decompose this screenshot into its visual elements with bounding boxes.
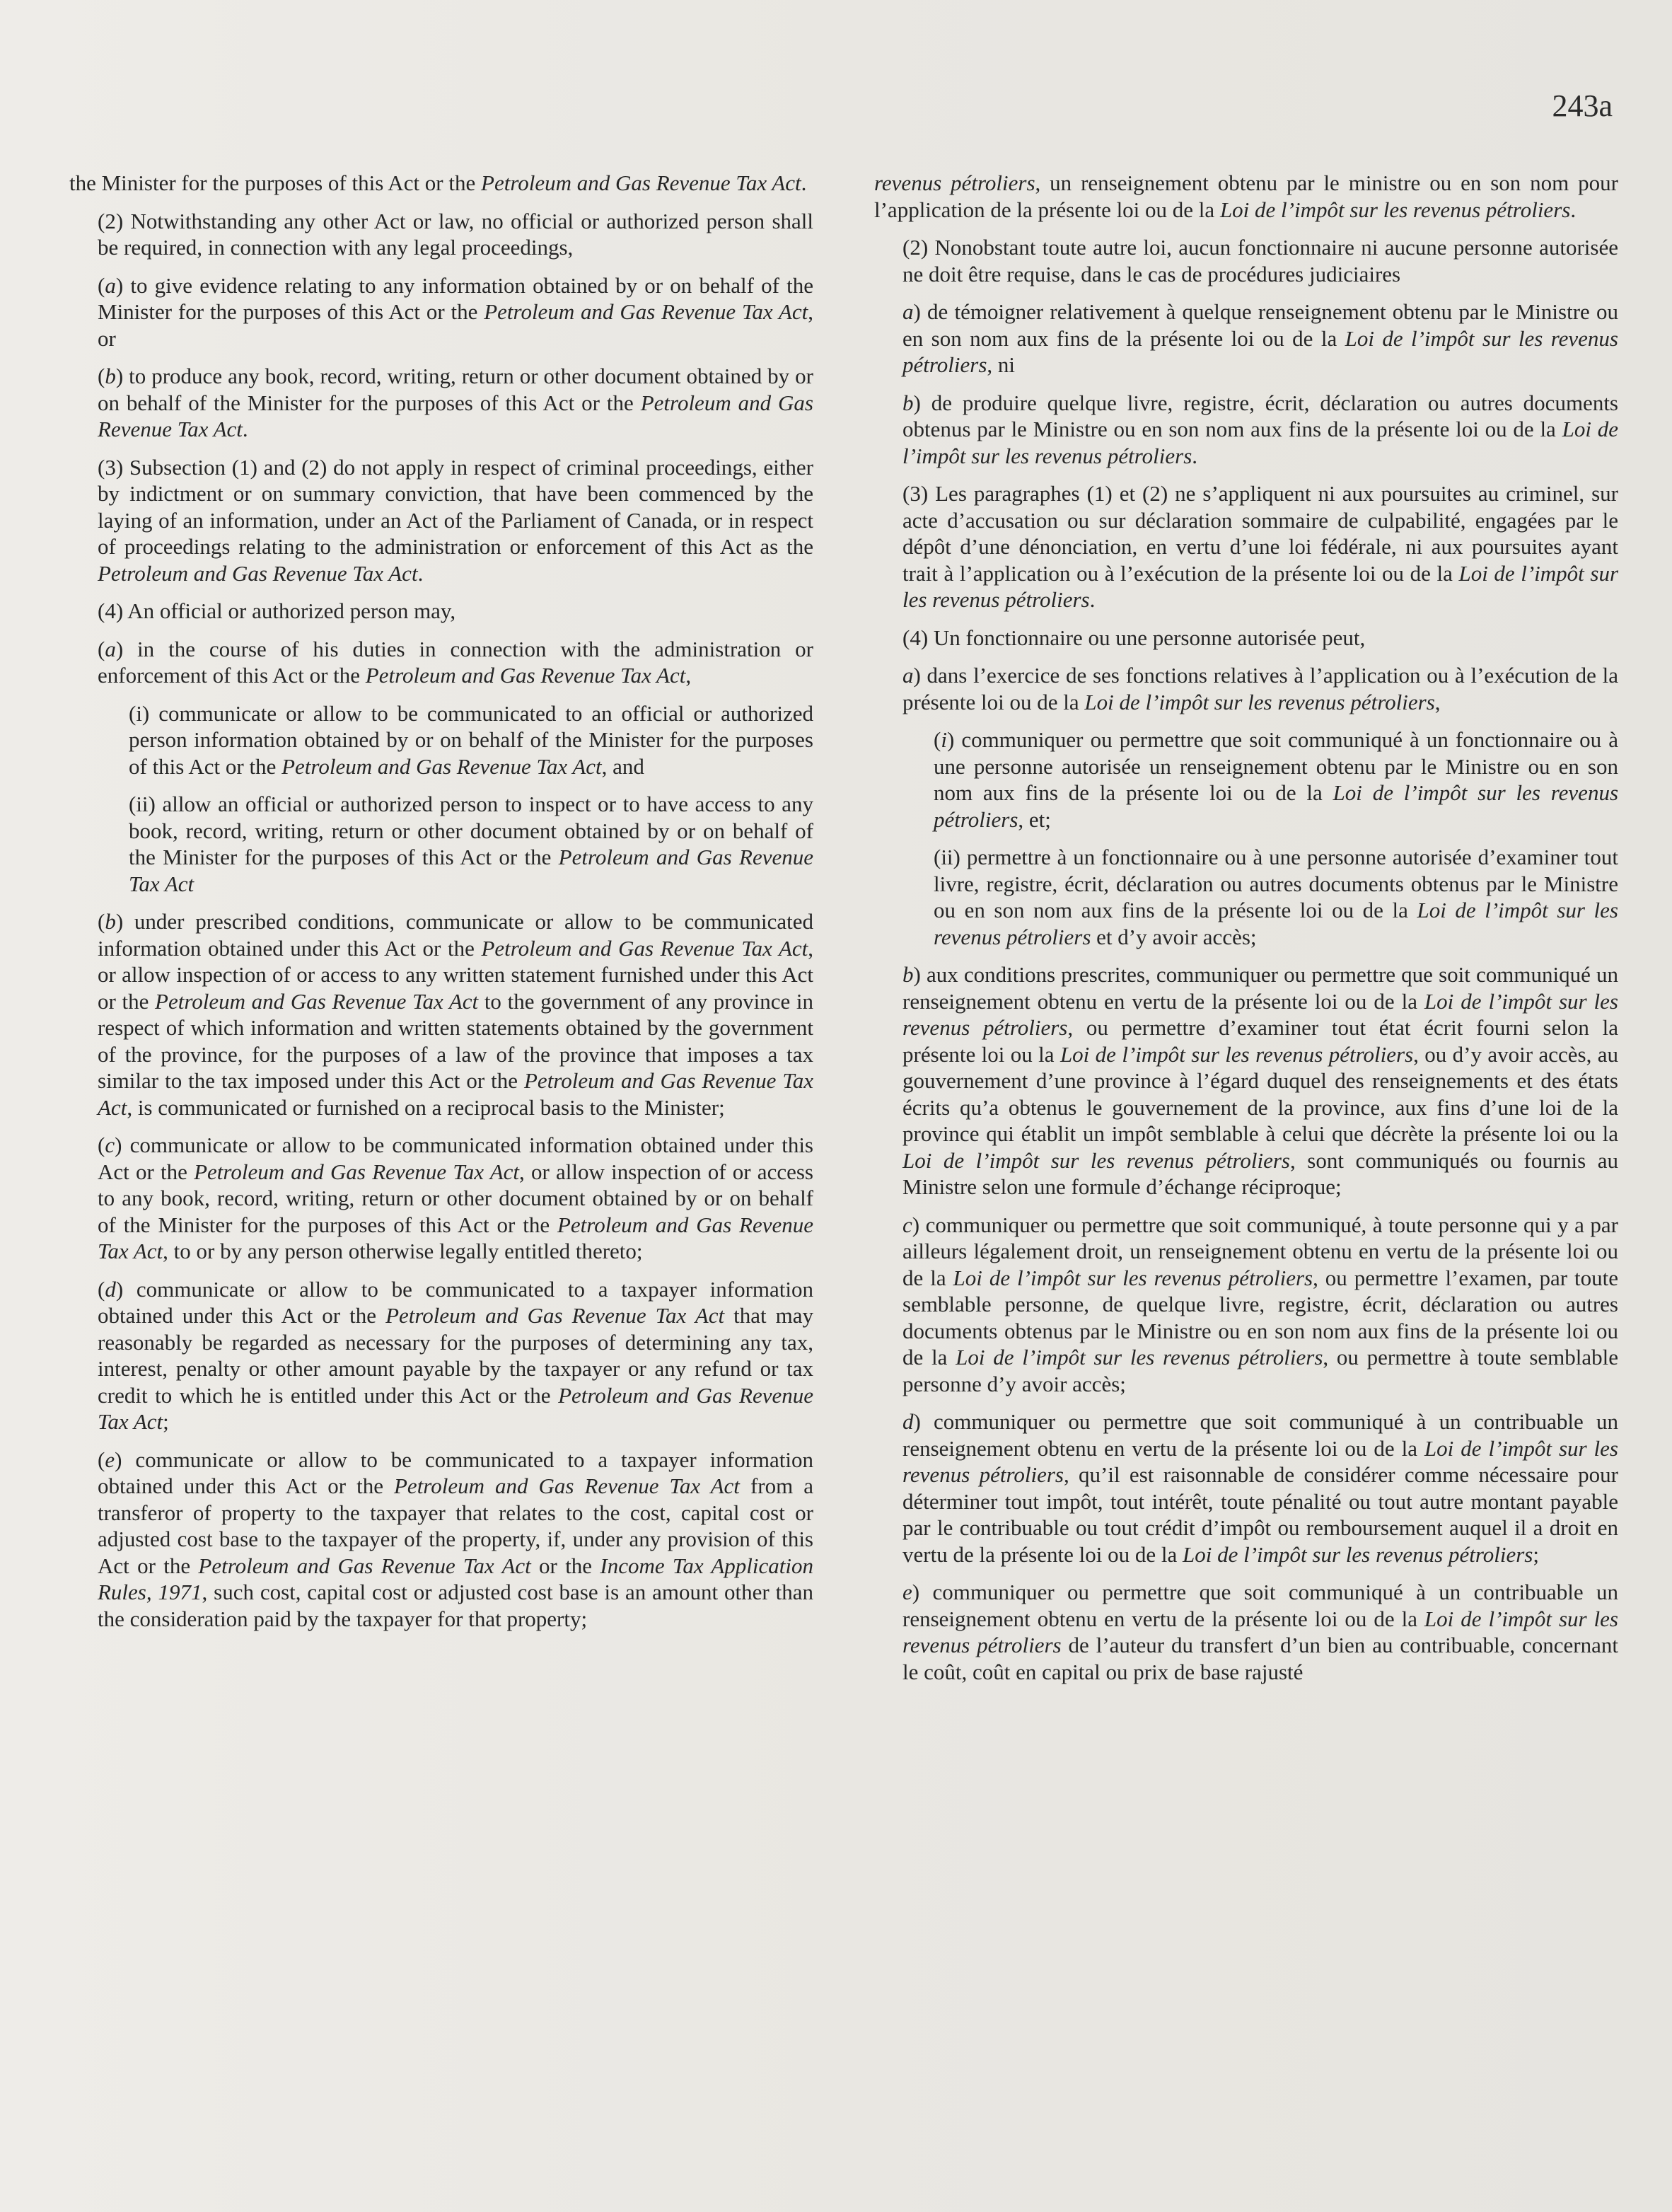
paragraph-4b: b) aux conditions prescrites, communiquer ou permettre que soit communiqué un renseignement obtenu en vertu de la présente loi ou de la Loi de l’impôt sur les revenus pétroliers, ou permettre d’examiner tout état écrit fourni selon la présente loi ou la Loi de l’impôt sur les revenus pétroliers, ou d’y avoir accès, au gouvernement d’une province à l’égard duquel des renseignements et des états écrits qu’a obtenus le gouvernement de la province, aux fins d’une loi de la province qui établit un impôt semblable à celui que décrète la présente loi ou la Loi de l’impôt sur les revenus pétroliers, sont communiqués ou fournis au Ministre selon une formule d’échange réciproque; [902,962,1618,1199]
subsection-2: (2) Notwithstanding any other Act or law, no official or authorized person shall be required, in connection with any legal proceedings, [98,208,813,260]
paragraph-4a: a) dans l’exercice de ses fonctions relatives à l’application ou à l’exécution de la présente loi ou de la Loi de l’impôt sur les revenus pétroliers, [902,663,1618,714]
subsection-3: (3) Les paragraphes (1) et (2) ne s’appliquent ni aux poursuites au criminel, sur acte d’accusation ou sur déclaration sommaire de culpabilité, engagées par le dépôt d’une dénonciation, en vertu d’une loi fédérale, ni aux poursuites ayant trait à l’application ou à l’exécution de la présente loi ou de la Loi de l’impôt sur les revenus pétroliers. [902,481,1619,612]
paragraph-4e: e) communiquer ou permettre que soit communiqué à un contribuable un renseignement obtenu en vertu de la présente loi ou de la Loi de l’impôt sur les revenus pétroliers de l’auteur du transfert d’un bien au contribuable, concernant le coût, coût en capital ou prix de base rajusté [902,1580,1619,1684]
paragraph: revenus pétroliers, un renseignement obtenu par le ministre ou en son nom pour l’application de la présente loi ou de la Loi de l’impôt sur les revenus pétroliers. [874,170,1618,222]
paragraph-b: b) de produire quelque livre, registre, écrit, déclaration ou autres documents obtenus par le Ministre ou en son nom aux fins de la présente loi ou de la Loi de l’impôt sur les revenus pétroliers. [902,390,1618,468]
subsection-3: (3) Subsection (1) and (2) do not apply in respect of criminal proceedings, either by indictment or on summary conviction, that have been commenced by the laying of an information, under an Act of the Parliament of Canada, or in respect of proceedings relating to the administration or enforcement of this Act as the Petroleum and Gas Revenue Tax Act. [98,454,813,586]
french-column [874,170,1618,1696]
paragraph-4b: (b) under prescribed conditions, communicate or allow to be communicated information obtained under this Act or the Petroleum and Gas Revenue Tax Act, or allow inspection of or access to any written statement furnished under this Act or the Petroleum and Gas Revenue Tax Act to the government of any province in respect of which information and written statements obtained by the government of the province, for the purposes of a law of the province that imposes a tax similar to the tax imposed under this Act or the Petroleum and Gas Revenue Tax Act, is communicated or furnished on a reciprocal basis to the Minister; [98,909,814,1120]
paragraph-a: a) de témoigner relativement à quelque renseignement obtenu par le Ministre ou en son nom aux fins de la présente loi ou de la Loi de l’impôt sur les revenus pétroliers, ni [902,299,1619,377]
subsection-4: (4) An official or authorized person may, [98,598,456,623]
paragraph-4a: (a) in the course of his duties in connection with the administration or enforcement of this Act or the Petroleum and Gas Revenue Tax Act, [98,636,813,688]
paragraph-a: (a) to give evidence relating to any information obtained by or on behalf of the Minister for the purposes of this Act or the Petroleum and Gas Revenue Tax Act, or [98,272,813,351]
subsection-4: (4) Un fonctionnaire ou une personne autorisée peut, [902,625,1366,650]
paragraph-b: (b) to produce any book, record, writing, return or other document obtained by or on behalf of the Minister for the purposes of this Act or the Petroleum and Gas Revenue Tax Act. [98,364,813,441]
page-number: 243a [1552,88,1613,123]
subsection-2: (2) Nonobstant toute autre loi, aucun fonctionnaire ni aucune personne autorisée ne doit être requise, dans le cas de procédures judiciaires [902,235,1618,286]
paragraph-4c: c) communiquer ou permettre que soit communiqué, à toute personne qui y a par ailleurs légalement droit, un renseignement obtenu en vertu de la présente loi ou de la Loi de l’impôt sur les revenus pétroliers, ou permettre l’examen, par toute semblable personne, de quelque livre, registre, écrit, déclaration ou autres documents obtenus par le Ministre ou en son nom aux fins de la présente loi ou de la Loi de l’impôt sur les revenus pétroliers, ou permettre à toute semblable personne d’y avoir accès; [902,1212,1618,1396]
paragraph-4c: (c) communicate or allow to be communicated information obtained under this Act or the Petroleum and Gas Revenue Tax Act, or allow inspection of or access to any book, record, writing, return or other document obtained by or on behalf of the Minister for the purposes of this Act or the Petroleum and Gas Revenue Tax Act, to or by any person otherwise legally entitled thereto; [98,1133,813,1263]
paragraph-4d: d) communiquer ou permettre que soit communiqué à un contribuable un renseignement obtenu en vertu de la présente loi ou de la Loi de l’impôt sur les revenus pétroliers, qu’il est raisonnable de considérer comme nécessaire pour déterminer tout impôt, tout intérêt, toute pénalité ou tout autre montant payable par le contribuable ou tout crédit d’impôt ou remboursement auquel il a droit en vertu de la présente loi ou de la Loi de l’impôt sur les revenus pétroliers; [902,1409,1618,1567]
english-column [69,170,813,1643]
paragraph: the Minister for the purposes of this Act or the Petroleum and Gas Revenue Tax Act. [69,170,807,195]
subparagraph-i: (i) communicate or allow to be communicated to an official or authorized person information obtained by or on behalf of the Minister for the purposes of this Act or the Petroleum and Gas Revenue Tax Act, and [129,700,813,779]
paragraph-4e: (e) communicate or allow to be communicated to a taxpayer information obtained under this Act or the Petroleum and Gas Revenue Tax Act from a transferor of property to the taxpayer that relates to the cost, capital cost or adjusted cost base to the taxpayer of the property, if, under any provision of this Act or the Petroleum and Gas Revenue Tax Act or the Income Tax Application Rules, 1971, such cost, capital cost or adjusted cost base is an amount other than the consideration paid by the taxpayer for that property; [98,1447,813,1631]
paragraph-4d: (d) communicate or allow to be communicated to a taxpayer information obtained under this Act or the Petroleum and Gas Revenue Tax Act that may reasonably be regarded as necessary for the purposes of determining any tax, interest, penalty or other amount payable by the taxpayer or any refund or tax credit to which he is entitled under this Act or the Petroleum and Gas Revenue Tax Act; [98,1276,813,1434]
subparagraph-i: (i) communiquer ou permettre que soit communiqué à un fonctionnaire ou à une personne autorisée un renseignement obtenu par le Ministre ou en son nom aux fins de la présente loi ou de la Loi de l’impôt sur les revenus pétroliers, et; [934,727,1619,832]
subparagraph-ii: (ii) permettre à un fonctionnaire ou à une personne autorisée d’examiner tout livre, registre, écrit, déclaration ou autres documents obtenus par le Ministre ou en son nom aux fins de la présente loi ou de la Loi de l’impôt sur les revenus pétroliers et d’y avoir accès; [934,845,1618,949]
subparagraph-ii: (ii) allow an official or authorized person to inspect or to have access to any book, record, writing, return or other document obtained by or on behalf of the Minister for the purposes of this Act or the Petroleum and Gas Revenue Tax Act [129,792,814,896]
